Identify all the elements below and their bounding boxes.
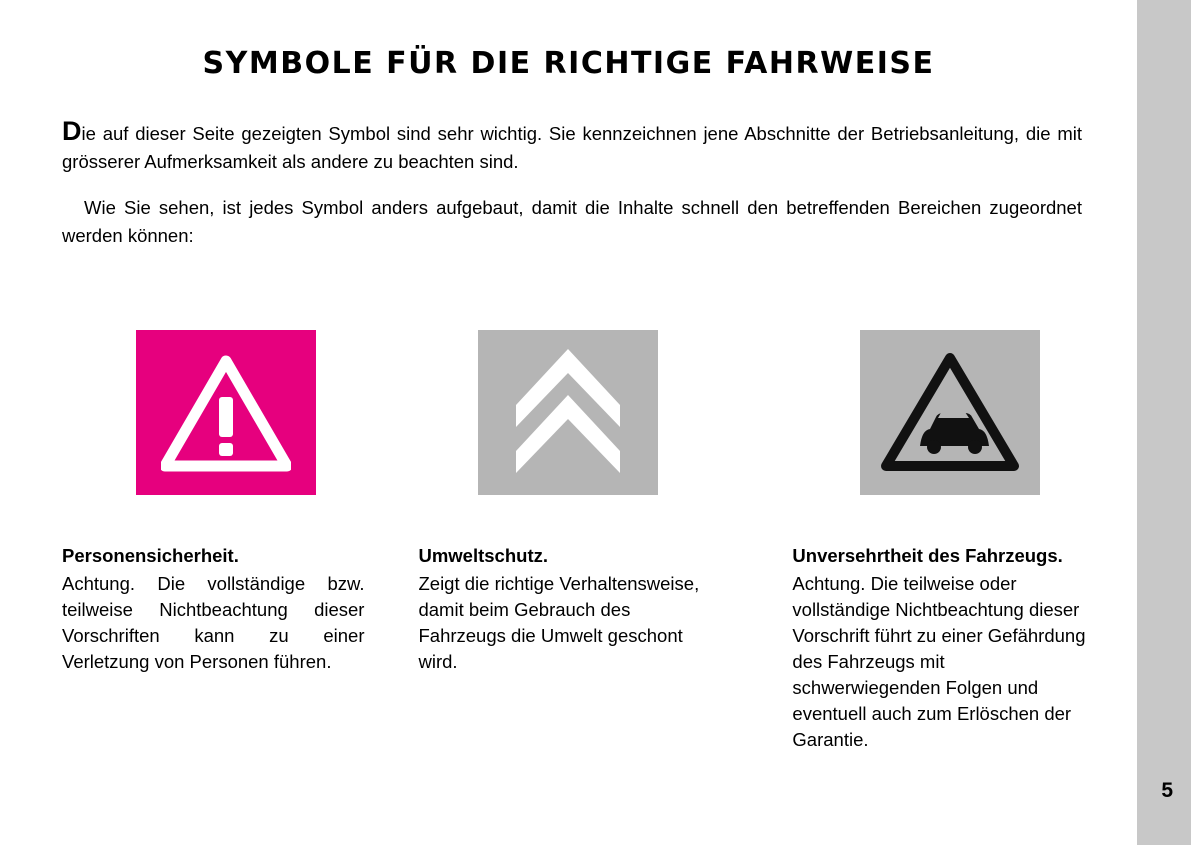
- symbol-column-unversehrtheit: [792, 330, 1092, 753]
- symbol-title: Unversehrtheit des Fahrzeugs.: [792, 545, 1063, 566]
- symbol-body: Achtung. Die vollständige bzw. teilweise Nichtbeachtung dieser Vorschriften kann zu einer Verletzung von Personen führen.: [62, 573, 365, 672]
- double-chevron-up-icon: [478, 330, 658, 495]
- page-number: 5: [1161, 779, 1173, 802]
- page-title: SYMBOLE FÜR DIE RICHTIGE FAHRWEISE: [202, 46, 935, 81]
- page-side-band: [1137, 0, 1191, 845]
- intro-text: [62, 118, 1082, 268]
- dropcap: D: [62, 116, 82, 146]
- symbol-body: Achtung. Die teilweise oder vollständige Nichtbeachtung dieser Vorschrift führt zu einer Gefährdung des Fahrzeugs mit schwerwiegenden Folgen und eventuell auch zum Erlöschen der Garantie.: [792, 573, 1086, 750]
- intro-paragraph-1-text: ie auf dieser Seite gezeigten Symbol sind sehr wichtig. Sie kennzeichnen jene Abschnitte der Betriebsanleitung, die mit grösserer Aufmerksamkeit als andere zu beachten sind.: [62, 123, 1082, 172]
- car-in-triangle-icon: [860, 330, 1040, 495]
- intro-paragraph-2: Wie Sie sehen, ist jedes Symbol anders aufgebaut, damit die Inhalte schnell den betreffenden Bereichen zugeordnet werden können:: [62, 197, 1082, 246]
- warning-triangle-icon: [136, 330, 316, 495]
- symbol-columns: [62, 330, 1092, 753]
- symbol-title: Personensicherheit.: [62, 545, 239, 566]
- symbol-body: Zeigt die richtige Verhaltensweise, damit beim Gebrauch des Fahrzeugs die Umwelt geschont wird.: [418, 573, 700, 672]
- symbol-title: Umweltschutz.: [418, 545, 549, 566]
- symbol-column-personensicherheit: [62, 330, 364, 753]
- symbol-column-umweltschutz: [418, 330, 708, 753]
- intro-paragraph-1: [62, 118, 1082, 176]
